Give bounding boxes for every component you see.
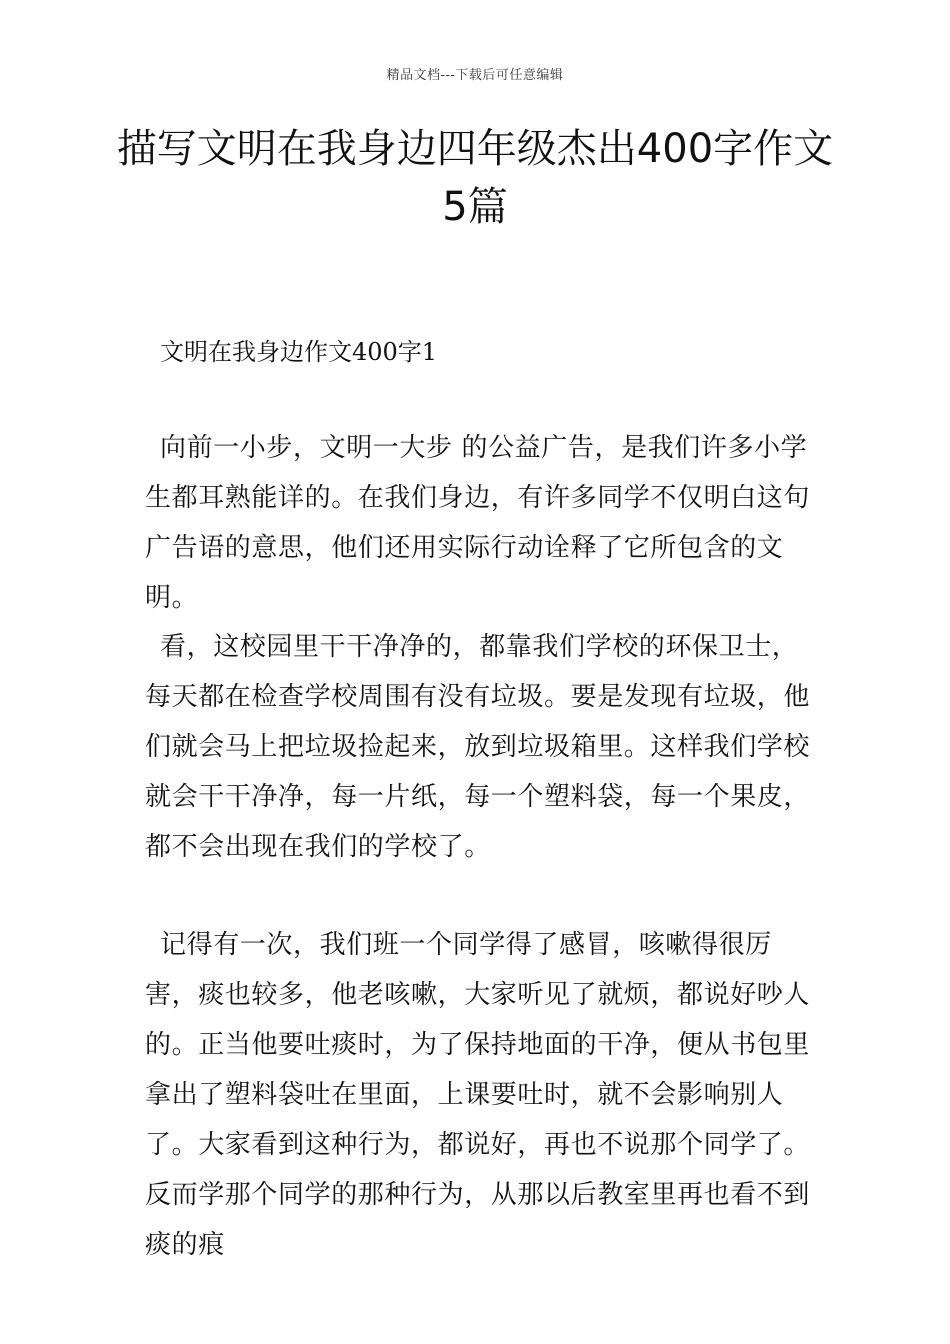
- section-heading: 文明在我身边作文400字1: [160, 338, 438, 366]
- paragraph-2: 看，这校园里干干净净的，都靠我们学校的环保卫士，每天都在检查学校周围有没有垃圾。要是发现有垃圾，他们就会马上把垃圾捡起来，放到垃圾箱里。这样我们学校就会干干净净，每一片纸，每一个塑料袋，每一个果皮，都不会出现在我们的学校了。: [145, 632, 811, 862]
- paragraph-3: 记得有一次，我们班一个同学得了感冒，咳嗽得很厉害，痰也较多，他老咳嗽，大家听见了就烦，都说好吵人的。正当他要吐痰时，为了保持地面的干净，便从书包里拿出了塑料袋吐在里面，上课要吐时，就不会影响别人了。大家看到这种行为，都说好，再也不说那个同学了。反而学那个同学的那种行为，从那以后教室里再也看不到痰的痕: [145, 930, 811, 1260]
- paragraph-1: 向前一小步，文明一大步 的公益广告，是我们许多小学生都耳熟能详的。在我们身边，有许多同学不仅明白这句广告语的意思，他们还用实际行动诠释了它所包含的文明。: [145, 433, 811, 613]
- document-title: 描写文明在我身边四年级杰出400字作文5篇: [116, 126, 834, 230]
- header-note: 精品文档---下载后可任意编辑: [386, 68, 564, 83]
